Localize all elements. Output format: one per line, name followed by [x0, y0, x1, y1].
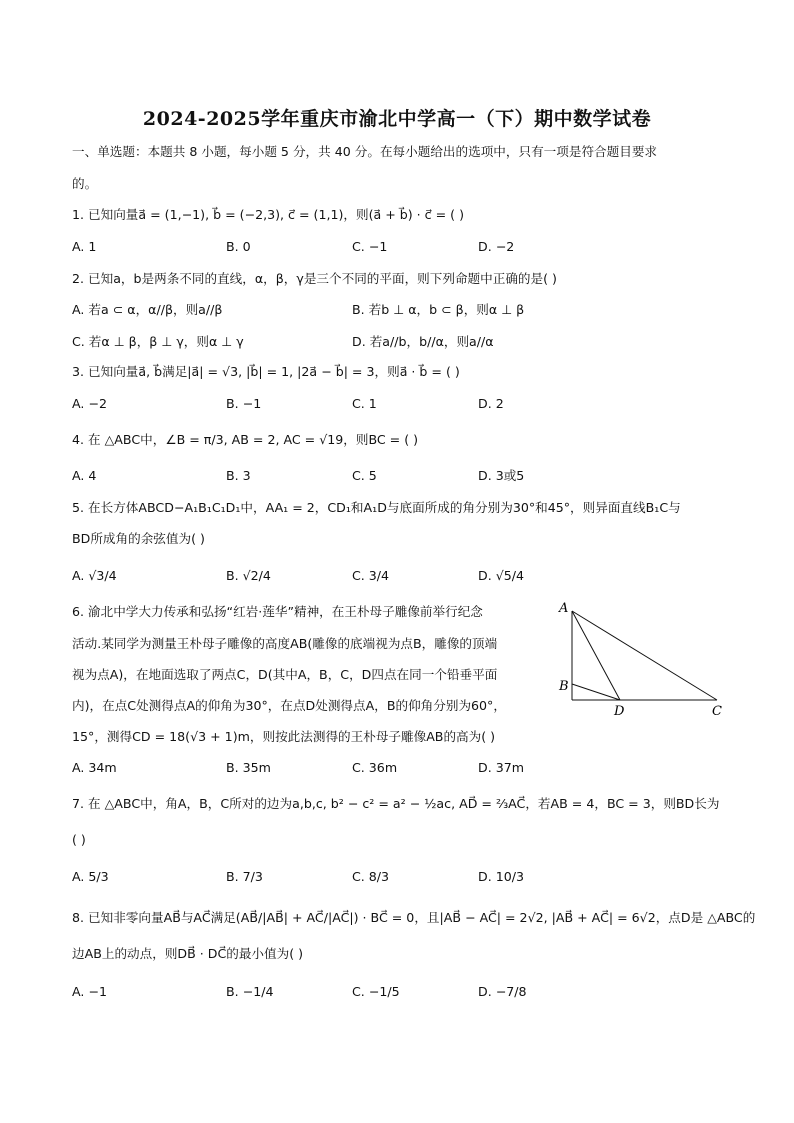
question-4-stem: 4. 在 △ABC中，∠B = π/3, AB = 2, AC = √19，则BC = ( ): [72, 432, 419, 447]
question-5-stem-line-1: 5. 在长方体ABCD−A₁B₁C₁D₁中，AA₁ = 2，CD₁和A₁D与底面所成的角分别为30°和45°，则异面直线B₁C与: [72, 500, 681, 515]
triangle-figure: [555, 598, 755, 723]
question-5-option-c: C. 3/4: [352, 568, 390, 583]
label-c: C: [712, 704, 722, 719]
question-8-option-d: D. −7/8: [478, 984, 527, 999]
question-2-option-d: D. 若a//b，b//α，则a//α: [352, 334, 494, 349]
label-a: A: [559, 601, 569, 616]
question-6-stem-line-1: 6. 渝北中学大力传承和弘扬“红岩·莲华”精神，在王朴母子雕像前举行纪念: [72, 604, 483, 619]
line-ac: [572, 611, 717, 700]
question-3-option-d: D. 2: [478, 396, 504, 411]
question-1-stem: 1. 已知向量a⃗ = (1,−1), b⃗ = (−2,3), c⃗ = (1,1)，则(a⃗ + b⃗) · c⃗ = ( ): [72, 207, 464, 222]
question-7-stem-line-2: ( ): [72, 832, 86, 847]
question-2-option-c: C. 若α ⊥ β，β ⊥ γ，则α ⊥ γ: [72, 334, 244, 349]
question-6-stem-line-3: 视为点A)，在地面选取了两点C，D(其中A，B，C，D四点在同一个铅垂平面: [72, 667, 498, 682]
question-3-stem: 3. 已知向量a⃗, b⃗满足|a⃗| = √3, |b⃗| = 1, |2a⃗ − b⃗| = 3，则a⃗ · b⃗ = ( ): [72, 364, 460, 379]
label-b: B: [559, 679, 569, 694]
question-4-option-c: C. 5: [352, 468, 377, 483]
question-3-option-a: A. −2: [72, 396, 107, 411]
section-heading-line-2: 的。: [72, 176, 98, 191]
question-6-option-b: B. 35m: [226, 760, 271, 775]
question-1-option-c: C. −1: [352, 239, 388, 254]
question-4-option-d: D. 3或5: [478, 468, 525, 483]
question-3-option-b: B. −1: [226, 396, 262, 411]
question-8-option-b: B. −1/4: [226, 984, 274, 999]
question-4-option-a: A. 4: [72, 468, 97, 483]
question-8-stem-line-1: 8. 已知非零向量AB⃗与AC⃗满足(AB⃗/|AB⃗| + AC⃗/|AC⃗|) · BC⃗ = 0，且|AB⃗ − AC⃗| = 2√2, |AB⃗ + AC⃗| = 6√2，点D是 △ABC的: [72, 910, 756, 925]
question-2-stem: 2. 已知a，b是两条不同的直线，α，β，γ是三个不同的平面，则下列命题中正确的是( ): [72, 271, 557, 286]
question-1-option-b: B. 0: [226, 239, 251, 254]
question-7-stem-line-1: 7. 在 △ABC中，角A，B，C所对的边为a,b,c, b² − c² = a² − ½ac, AD⃗ = ⅔AC⃗，若AB = 4，BC = 3，则BD长为: [72, 796, 720, 811]
exam-title: 2024-2025学年重庆市渝北中学高一（下）期中数学试卷: [142, 108, 652, 130]
question-4-option-b: B. 3: [226, 468, 251, 483]
question-5-option-b: B. √2/4: [226, 568, 271, 583]
question-6-stem-line-4: 内)，在点C处测得点A的仰角为30°，在点D处测得点A，B的仰角分别为60°，: [72, 698, 506, 713]
question-5-option-a: A. √3/4: [72, 568, 117, 583]
section-heading-line-1: 一、单选题：本题共 8 小题，每小题 5 分，共 40 分。在每小题给出的选项中，只有一项是符合题目要求: [72, 144, 658, 159]
question-7-option-c: C. 8/3: [352, 869, 390, 884]
question-1-option-d: D. −2: [478, 239, 515, 254]
question-6-stem-line-2: 活动.某同学为测量王朴母子雕像的高度AB(雕像的底端视为点B，雕像的顶端: [72, 636, 498, 651]
question-8-stem-line-2: 边AB上的动点，则DB⃗ · DC⃗的最小值为( ): [72, 946, 304, 961]
label-d: D: [614, 704, 625, 719]
question-8-option-a: A. −1: [72, 984, 107, 999]
question-2-option-b: B. 若b ⊥ α，b ⊂ β，则α ⊥ β: [352, 302, 525, 317]
question-5-stem-line-2: BD所成角的余弦值为( ): [72, 531, 205, 546]
question-6-stem-line-5: 15°，测得CD = 18(√3 + 1)m，则按此法测得的王朴母子雕像AB的高为( ): [72, 729, 496, 744]
question-5-option-d: D. √5/4: [478, 568, 524, 583]
question-7-option-d: D. 10/3: [478, 869, 524, 884]
question-2-option-a: A. 若a ⊂ α，α//β，则a//β: [72, 302, 223, 317]
question-7-option-b: B. 7/3: [226, 869, 263, 884]
question-6-option-a: A. 34m: [72, 760, 117, 775]
question-3-option-c: C. 1: [352, 396, 377, 411]
question-8-option-c: C. −1/5: [352, 984, 400, 999]
question-1-option-a: A. 1: [72, 239, 97, 254]
question-7-option-a: A. 5/3: [72, 869, 109, 884]
question-6-option-c: C. 36m: [352, 760, 398, 775]
question-6-option-d: D. 37m: [478, 760, 524, 775]
